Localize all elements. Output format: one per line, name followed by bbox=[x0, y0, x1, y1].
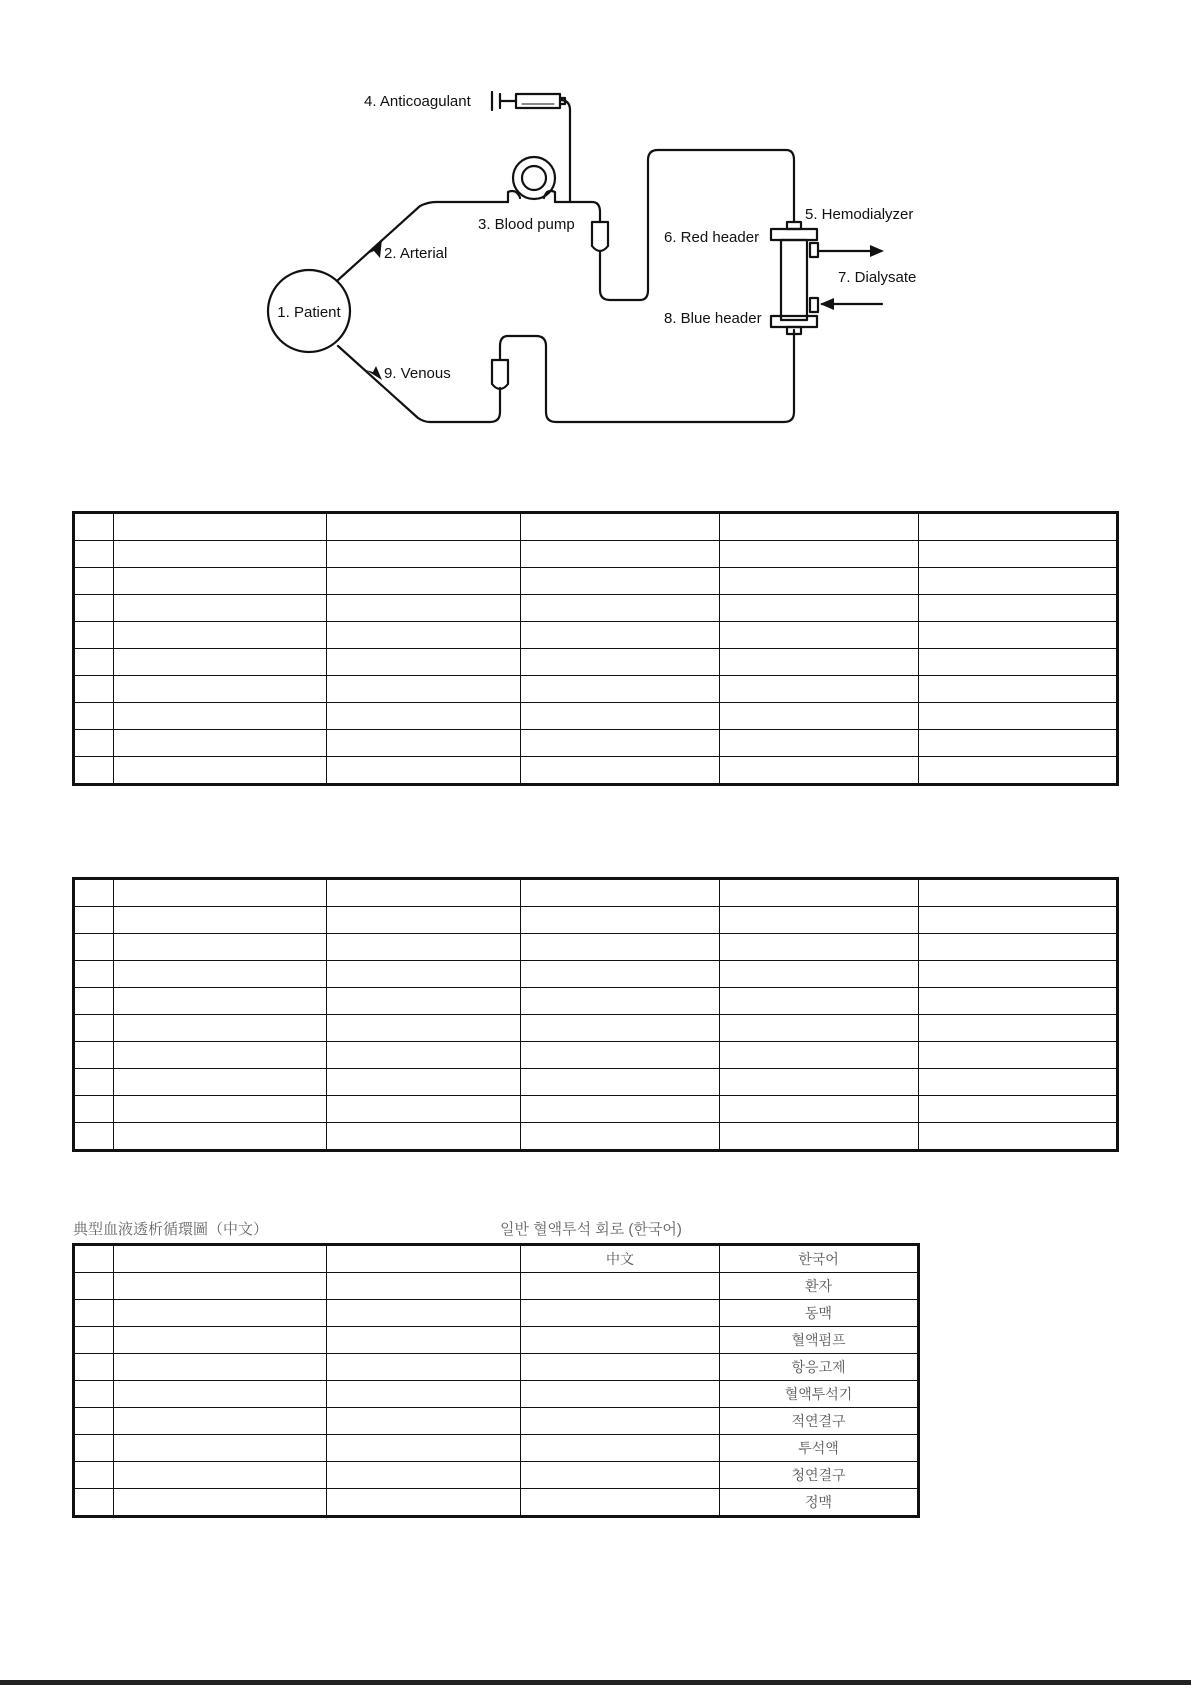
venous-line bbox=[500, 330, 794, 422]
table-cell bbox=[74, 513, 114, 541]
table-cell bbox=[74, 1015, 114, 1042]
table-cell bbox=[720, 541, 919, 568]
table-cell bbox=[720, 934, 919, 961]
table-cell bbox=[74, 622, 114, 649]
table-cell bbox=[74, 1123, 114, 1151]
table-row bbox=[74, 1435, 919, 1462]
table-row bbox=[74, 1300, 919, 1327]
table-cell bbox=[720, 879, 919, 907]
table-cell bbox=[114, 649, 327, 676]
table-cell bbox=[521, 703, 720, 730]
table-cell bbox=[114, 703, 327, 730]
table-cell bbox=[919, 595, 1118, 622]
table-cell bbox=[74, 730, 114, 757]
blank-table-2 bbox=[72, 877, 1119, 1152]
table-cell bbox=[327, 1245, 521, 1273]
terminology-table bbox=[72, 1243, 920, 1518]
table-cell bbox=[74, 649, 114, 676]
table-cell bbox=[114, 541, 327, 568]
table-cell: 환자 bbox=[720, 1273, 919, 1300]
table-cell bbox=[114, 1245, 327, 1273]
table-cell bbox=[74, 1327, 114, 1354]
table-cell bbox=[114, 622, 327, 649]
table-row bbox=[74, 1273, 919, 1300]
table-cell bbox=[327, 1462, 521, 1489]
blue-header-icon bbox=[771, 316, 817, 327]
table-cell bbox=[114, 961, 327, 988]
table-cell bbox=[74, 595, 114, 622]
blank-table-1 bbox=[72, 511, 1119, 786]
label-blood-pump: 3. Blood pump bbox=[478, 216, 575, 233]
table-cell bbox=[74, 541, 114, 568]
table-cell bbox=[114, 1096, 327, 1123]
table-cell bbox=[114, 1354, 327, 1381]
table-cell bbox=[919, 1096, 1118, 1123]
table3-caption-chinese: 典型血液透析循環圖（中文） bbox=[73, 1221, 269, 1238]
table-row bbox=[74, 1096, 1118, 1123]
pre-dialyzer-line bbox=[600, 150, 794, 300]
table-cell bbox=[521, 649, 720, 676]
table-row bbox=[74, 1123, 1118, 1151]
table-cell bbox=[521, 595, 720, 622]
table-cell bbox=[74, 1042, 114, 1069]
table-cell bbox=[327, 1435, 521, 1462]
table-cell bbox=[521, 1435, 720, 1462]
table-cell bbox=[74, 568, 114, 595]
table-cell bbox=[74, 879, 114, 907]
label-patient: 1. Patient bbox=[277, 304, 341, 321]
table-cell bbox=[720, 649, 919, 676]
table-cell bbox=[919, 961, 1118, 988]
table-row bbox=[74, 1245, 919, 1273]
table-row bbox=[74, 1354, 919, 1381]
blood-pump-icon bbox=[513, 157, 555, 199]
table-cell bbox=[327, 1096, 521, 1123]
table-row bbox=[74, 961, 1118, 988]
table-cell bbox=[720, 703, 919, 730]
table-cell bbox=[327, 1354, 521, 1381]
table-cell bbox=[919, 934, 1118, 961]
table-cell bbox=[327, 1489, 521, 1517]
arterial-line bbox=[338, 202, 508, 280]
table-cell bbox=[327, 595, 521, 622]
table-cell bbox=[720, 1096, 919, 1123]
table-cell bbox=[919, 676, 1118, 703]
label-hemodialyzer: 5. Hemodialyzer bbox=[805, 206, 914, 223]
table-cell bbox=[74, 1273, 114, 1300]
label-arterial: 2. Arterial bbox=[384, 245, 448, 262]
table-cell bbox=[74, 1489, 114, 1517]
table-cell: 혈액펌프 bbox=[720, 1327, 919, 1354]
venous-return-line bbox=[338, 346, 500, 422]
table-cell bbox=[327, 757, 521, 785]
table-cell bbox=[521, 1123, 720, 1151]
table-cell bbox=[919, 757, 1118, 785]
table-cell bbox=[114, 934, 327, 961]
arterial-arrowhead bbox=[367, 239, 382, 258]
table-cell bbox=[327, 622, 521, 649]
table-cell bbox=[521, 1489, 720, 1517]
table-cell bbox=[521, 568, 720, 595]
table-cell: 정맥 bbox=[720, 1489, 919, 1517]
table-cell bbox=[919, 730, 1118, 757]
table-cell bbox=[720, 757, 919, 785]
table-cell bbox=[74, 676, 114, 703]
table-cell bbox=[521, 1300, 720, 1327]
table-row bbox=[74, 649, 1118, 676]
table-cell bbox=[327, 541, 521, 568]
table-cell bbox=[521, 622, 720, 649]
table-cell bbox=[327, 961, 521, 988]
label-venous: 9. Venous bbox=[384, 365, 451, 382]
table-row bbox=[74, 1069, 1118, 1096]
table-cell bbox=[521, 1069, 720, 1096]
table-cell bbox=[114, 1327, 327, 1354]
table-cell bbox=[327, 1123, 521, 1151]
table-row bbox=[74, 1462, 919, 1489]
table-cell bbox=[919, 541, 1118, 568]
table-cell bbox=[919, 568, 1118, 595]
table-cell bbox=[521, 907, 720, 934]
label-blue-header: 8. Blue header bbox=[664, 310, 762, 327]
table-row bbox=[74, 934, 1118, 961]
table-cell bbox=[114, 676, 327, 703]
table-cell bbox=[327, 1300, 521, 1327]
table-cell bbox=[327, 676, 521, 703]
table-cell bbox=[720, 622, 919, 649]
table-cell bbox=[521, 988, 720, 1015]
table-cell bbox=[327, 1408, 521, 1435]
table-cell bbox=[521, 961, 720, 988]
table-cell bbox=[327, 879, 521, 907]
table-cell: 한국어 bbox=[720, 1245, 919, 1273]
table-cell bbox=[114, 1489, 327, 1517]
table-cell bbox=[521, 1015, 720, 1042]
table-cell bbox=[720, 676, 919, 703]
drip-chamber-venous-icon bbox=[492, 360, 508, 389]
table-row bbox=[74, 568, 1118, 595]
table-cell bbox=[74, 1096, 114, 1123]
table-cell: 中文 bbox=[521, 1245, 720, 1273]
table-cell bbox=[521, 676, 720, 703]
table-cell bbox=[521, 541, 720, 568]
table-cell: 혈액투석기 bbox=[720, 1381, 919, 1408]
table-cell bbox=[114, 1435, 327, 1462]
table-cell bbox=[74, 1069, 114, 1096]
table-cell bbox=[327, 1069, 521, 1096]
table-row bbox=[74, 1042, 1118, 1069]
table-cell bbox=[74, 1300, 114, 1327]
table-cell bbox=[521, 934, 720, 961]
red-header-icon bbox=[771, 229, 817, 240]
table-row bbox=[74, 622, 1118, 649]
table-cell bbox=[74, 1408, 114, 1435]
label-anticoagulant: 4. Anticoagulant bbox=[364, 93, 471, 110]
hemodialyzer-icon bbox=[781, 240, 807, 320]
table-cell: 적연결구 bbox=[720, 1408, 919, 1435]
table-cell bbox=[114, 1123, 327, 1151]
label-red-header: 6. Red header bbox=[664, 229, 760, 246]
table-cell bbox=[327, 1273, 521, 1300]
table-cell bbox=[521, 879, 720, 907]
table-row bbox=[74, 703, 1118, 730]
table-cell bbox=[114, 879, 327, 907]
table-row bbox=[74, 1327, 919, 1354]
table-cell bbox=[521, 1354, 720, 1381]
table-cell bbox=[327, 1327, 521, 1354]
table-cell bbox=[919, 1069, 1118, 1096]
table-cell bbox=[919, 1015, 1118, 1042]
table-row bbox=[74, 1015, 1118, 1042]
table-cell bbox=[327, 730, 521, 757]
table-row bbox=[74, 988, 1118, 1015]
table-cell bbox=[720, 1069, 919, 1096]
table-cell bbox=[919, 879, 1118, 907]
table-cell bbox=[720, 907, 919, 934]
table-cell: 항응고제 bbox=[720, 1354, 919, 1381]
table-cell bbox=[114, 1300, 327, 1327]
table-cell bbox=[521, 730, 720, 757]
table-cell bbox=[720, 1015, 919, 1042]
table-cell bbox=[720, 513, 919, 541]
table-cell bbox=[720, 595, 919, 622]
table-cell bbox=[74, 907, 114, 934]
label-dialysate: 7. Dialysate bbox=[838, 269, 917, 286]
table-cell bbox=[114, 730, 327, 757]
table-cell bbox=[720, 961, 919, 988]
table-cell bbox=[74, 1435, 114, 1462]
table-cell bbox=[74, 757, 114, 785]
table-cell bbox=[919, 703, 1118, 730]
table-cell bbox=[521, 1462, 720, 1489]
table-row bbox=[74, 757, 1118, 785]
table-cell bbox=[521, 757, 720, 785]
table-cell bbox=[327, 1042, 521, 1069]
table-row bbox=[74, 1489, 919, 1517]
table-cell bbox=[720, 1123, 919, 1151]
table-cell bbox=[327, 513, 521, 541]
table-row bbox=[74, 513, 1118, 541]
table-cell bbox=[521, 513, 720, 541]
table-cell bbox=[327, 934, 521, 961]
table-cell bbox=[327, 703, 521, 730]
anticoagulant-line bbox=[560, 100, 570, 202]
table-cell bbox=[521, 1042, 720, 1069]
table-row bbox=[74, 879, 1118, 907]
table-cell bbox=[114, 1408, 327, 1435]
page-bottom-rule bbox=[0, 1680, 1191, 1685]
table-cell bbox=[114, 1069, 327, 1096]
table-cell: 동맥 bbox=[720, 1300, 919, 1327]
table-cell: 청연결구 bbox=[720, 1462, 919, 1489]
drip-chamber-arterial-icon bbox=[592, 222, 608, 251]
table-cell bbox=[74, 1354, 114, 1381]
table-cell bbox=[919, 649, 1118, 676]
hemodialysis-circuit-diagram bbox=[0, 0, 1191, 470]
table-cell bbox=[327, 1015, 521, 1042]
table-cell bbox=[74, 1245, 114, 1273]
table-cell bbox=[114, 757, 327, 785]
table-cell bbox=[114, 988, 327, 1015]
table-cell bbox=[327, 988, 521, 1015]
table-row bbox=[74, 1408, 919, 1435]
table-cell bbox=[114, 513, 327, 541]
table-cell bbox=[114, 1381, 327, 1408]
table-cell bbox=[521, 1096, 720, 1123]
table-cell bbox=[919, 622, 1118, 649]
table-row bbox=[74, 676, 1118, 703]
table-row bbox=[74, 907, 1118, 934]
table-cell bbox=[919, 1042, 1118, 1069]
table-cell bbox=[114, 1042, 327, 1069]
table-cell bbox=[327, 907, 521, 934]
table-cell bbox=[720, 988, 919, 1015]
table-cell bbox=[919, 1123, 1118, 1151]
table-cell bbox=[720, 1042, 919, 1069]
table-cell bbox=[521, 1381, 720, 1408]
table-cell bbox=[74, 934, 114, 961]
table-cell bbox=[521, 1327, 720, 1354]
table-cell bbox=[327, 568, 521, 595]
syringe-icon bbox=[492, 92, 565, 110]
table-cell bbox=[114, 595, 327, 622]
table-row bbox=[74, 1381, 919, 1408]
table-row bbox=[74, 595, 1118, 622]
table-cell bbox=[114, 1015, 327, 1042]
table-cell: 투석액 bbox=[720, 1435, 919, 1462]
table-cell bbox=[74, 1381, 114, 1408]
table-cell bbox=[114, 907, 327, 934]
table-cell bbox=[74, 988, 114, 1015]
table-cell bbox=[919, 988, 1118, 1015]
table-cell bbox=[114, 568, 327, 595]
table-cell bbox=[919, 907, 1118, 934]
table-cell bbox=[74, 1462, 114, 1489]
table3-caption-korean: 일반 혈액투석 회로 (한국어) bbox=[500, 1221, 682, 1238]
table-cell bbox=[74, 961, 114, 988]
table-cell bbox=[114, 1273, 327, 1300]
table-cell bbox=[327, 1381, 521, 1408]
table-cell bbox=[521, 1273, 720, 1300]
table-cell bbox=[919, 513, 1118, 541]
table-cell bbox=[327, 649, 521, 676]
table-cell bbox=[720, 730, 919, 757]
table-row bbox=[74, 541, 1118, 568]
table-row bbox=[74, 730, 1118, 757]
table-cell bbox=[521, 1408, 720, 1435]
table-cell bbox=[74, 703, 114, 730]
table-cell bbox=[114, 1462, 327, 1489]
table-cell bbox=[720, 568, 919, 595]
